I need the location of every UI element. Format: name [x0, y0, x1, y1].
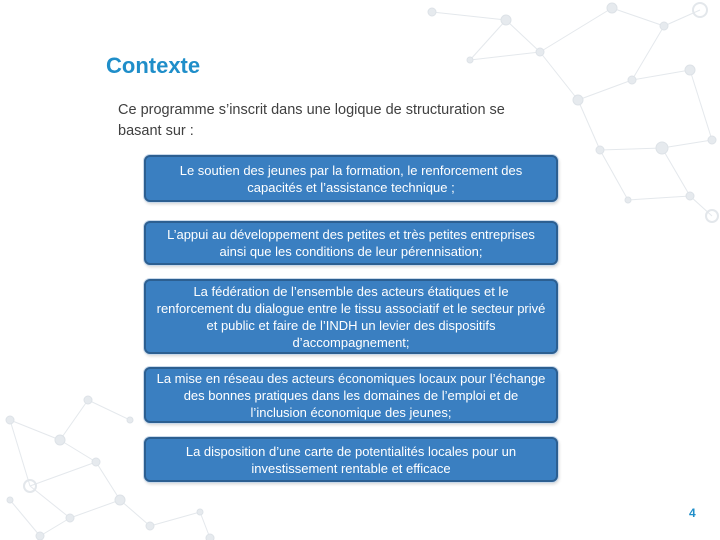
- item-box-5: La disposition d’une carte de potentialités locales pour un investissement rentable et efficace: [144, 437, 558, 482]
- item-box-2: L’appui au développement des petites et très petites entreprises ainsi que les conditions de leur pérennisation;: [144, 221, 558, 265]
- slide-title: Contexte: [106, 53, 201, 78]
- intro-text: Ce programme s’inscrit dans une logique de structuration se basant sur :: [118, 102, 505, 139]
- item-box-4: La mise en réseau des acteurs économiques locaux pour l’échange des bonnes pratiques dans les domaines de l’emploi et de l’inclusion économique des jeunes;: [144, 367, 558, 423]
- item-box-1: Le soutien des jeunes par la formation, le renforcement des capacités et l’assistance technique ;: [144, 155, 558, 202]
- item-box-3: La fédération de l’ensemble des acteurs étatiques et le renforcement du dialogue entre le tissu associatif et le secteur privé et public et faire de l’INDH un levier des dispositifs d’accompagnement;: [144, 279, 558, 354]
- page-number: 4: [689, 506, 696, 520]
